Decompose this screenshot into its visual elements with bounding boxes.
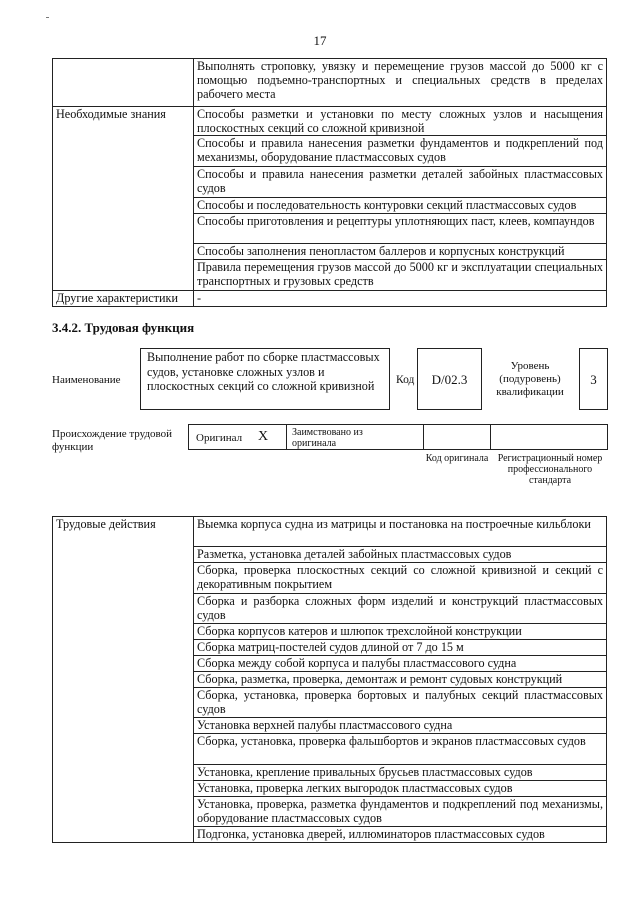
divider [490,424,491,449]
table-item: - [194,291,607,307]
name-label: Наименование [52,374,121,386]
code-value: D/02.3 [431,372,468,387]
table-item: Сборка между собой корпуса и палубы пластмассового судна [194,656,607,672]
table-item: Способы и правила нанесения разметки деталей забойных пластмассовых судов [194,167,607,198]
section-title: 3.4.2. Трудовая функция [52,320,195,335]
borrowed-label: Заимствовано из оригинала [292,427,363,449]
table-item: Способы заполнения пенопластом баллеров и корпусных конструкций [194,244,607,260]
code-box [417,348,482,410]
table-item: Сборка, установка, проверка бортовых и палубных секций пластмассовых судов [194,688,607,718]
origin-label: Происхождение трудовой функции [52,428,173,453]
knowledge-table [52,58,607,307]
table-item: Сборка и разборка сложных форм изделий и конструкций пластмассовых судов [194,594,607,624]
original-label: Оригинал [196,432,243,444]
table-item: Сборка, разметка, проверка, демонтаж и ремонт судовых конструкций [194,672,607,688]
label-required-knowledge: Необходимые знания [53,107,194,291]
label-other-characteristics: Другие характеристики [53,291,194,307]
table-item: Правила перемещения грузов массой до 5000 кг и эксплуатации специальных транспортных и грузовых средств [194,260,607,291]
table-item: Установка верхней палубы пластмассового судна [194,718,607,734]
table-item: Выемка корпуса судна из матрицы и постановка на построечные кильблоки [194,517,607,547]
divider [286,424,287,449]
level-label: Уровень (подуровень) квалификации [496,360,564,398]
table-item: Установка, проверка легких выгородок пластмассовых судов [194,781,607,797]
table-item: Способы и правила нанесения разметки фундаментов и подкреплений под механизмы, оборудование пластмассовых судов [194,136,607,167]
table-item: Способы приготовления и рецептуры уплотняющих паст, клеев, компаундов [194,214,607,244]
original-mark: X [258,429,269,444]
table-item: Способы и последовательность контуровки секций пластмассовых судов [194,198,607,214]
table-item: Сборка, установка, проверка фальшбортов и экранов пластмассовых судов [194,734,607,765]
function-name-box [140,348,390,410]
table-item: Сборка, проверка плоскостных секций со сложной кривизной и секций с декоративным покрытием [194,563,607,594]
label-labor-actions: Трудовые действия [53,517,194,843]
table-label-cell [53,59,194,107]
table-item: Сборка корпусов катеров и шлюпок трехслойной конструкции [194,624,607,640]
code-label: Код [396,374,415,386]
function-name: Выполнение работ по сборке пластмассовых судов, установке сложных узлов и плоскостных секций со сложной кривизной [147,350,380,393]
table-item: Установка, крепление привальных брусьев пластмассовых судов [194,765,607,781]
code-original-caption: Код оригинала [425,453,489,464]
page-number: 17 [313,33,327,48]
table-item: Установка, проверка, разметка фундаментов и подкреплений под механизмы, оборудование пластмассовых судов [194,797,607,827]
scan-mark [46,17,49,18]
reg-number-caption: Регистрационный номер профессионального стандарта [497,453,603,486]
table-item: Подгонка, установка дверей, иллюминаторов пластмассовых судов [194,827,607,843]
table-item: Способы разметки и установки по месту сложных узлов и насыщения плоскостных секций со сложной кривизной [194,107,607,136]
labor-actions-table [52,516,607,843]
level-box [579,348,608,410]
level-value: 3 [590,372,597,387]
table-item: Выполнять строповку, увязку и перемещение грузов массой до 5000 кг с помощью подъемно-транспортных и специальных средств в пределах рабочего места [194,59,607,107]
divider [423,424,424,449]
origin-table [188,424,608,450]
table-item: Разметка, установка деталей забойных пластмассовых судов [194,547,607,563]
table-item: Сборка матриц-постелей судов длиной от 7 до 15 м [194,640,607,656]
